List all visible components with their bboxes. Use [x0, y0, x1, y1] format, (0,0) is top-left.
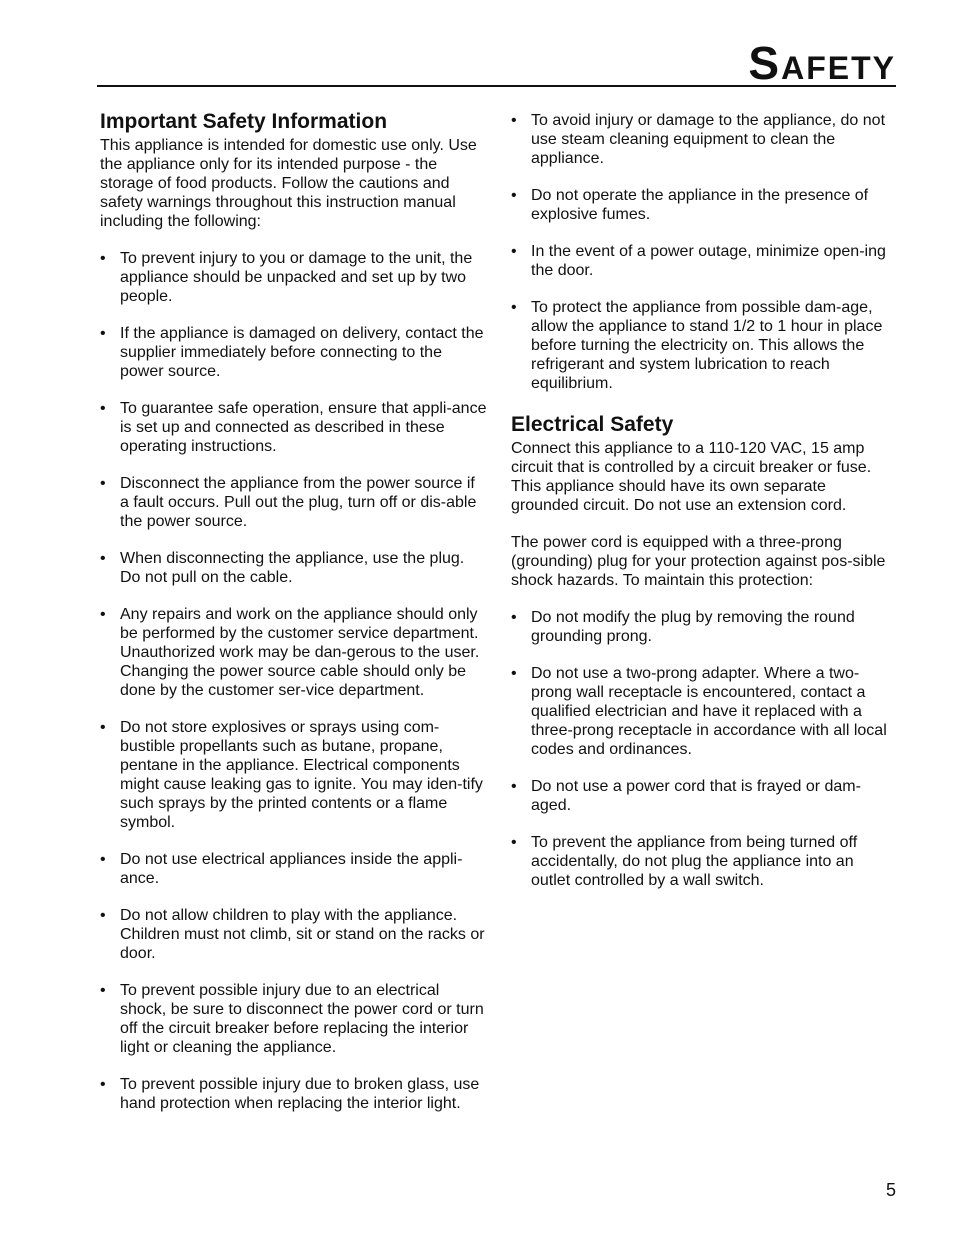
list-item: • Any repairs and work on the appliance should only be performed by the customer service department. Unauthorized work may be dan-gerous to the user. Changing the power source cable should only be done by the customer ser-vice department. — [100, 606, 480, 699]
list-item: • Do not store explosives or sprays using com-bustible propellants such as butane, propane, pentane in the appliance. Electrical components might cause leaking gas to ignite. You may iden-tify such sprays by the printed contents or a flame symbol. — [100, 719, 483, 831]
bullet-icon: • — [100, 475, 106, 492]
list-item: • When disconnecting the appliance, use the plug. Do not pull on the cable. — [100, 550, 465, 586]
bullet-icon: • — [511, 299, 517, 316]
list-item: • Do not modify the plug by removing the round grounding prong. — [511, 609, 855, 645]
electrical-safety-paragraph: Connect this appliance to a 110-120 VAC, 15 amp circuit that is controlled by a circuit breaker or fuse. This appliance should have its own separate grounded circuit. Do not use an extension cord. — [511, 440, 872, 514]
list-item: • To prevent injury to you or damage to the unit, the appliance should be unpacked and set up by two people. — [100, 250, 473, 305]
list-item: • Do not use a power cord that is frayed or dam-aged. — [511, 778, 861, 814]
bullet-icon: • — [100, 325, 106, 342]
list-item: • Do not use a two-prong adapter. Where a two-prong wall receptacle is encountered, contact a qualified electrician and have it replaced with a three-prong receptacle in accordance with all local codes and ordinances. — [511, 665, 887, 758]
bullet-icon: • — [511, 243, 517, 260]
list-item: • Do not allow children to play with the appliance. Children must not climb, sit or stand on the racks or door. — [100, 907, 485, 962]
list-item: • If the appliance is damaged on delivery, contact the supplier immediately before connecting to the power source. — [100, 325, 484, 380]
bullet-icon: • — [100, 851, 106, 868]
list-item: • To guarantee safe operation, ensure that appli-ance is set up and connected as described in these operating instructions. — [100, 400, 487, 455]
list-item: • Do not operate the appliance in the presence of explosive fumes. — [511, 187, 869, 223]
list-item: • Do not use electrical appliances inside the appli-ance. — [100, 851, 463, 887]
list-item: • To protect the appliance from possible dam-age, allow the appliance to stand 1/2 to 1 hour in place before turning the electricity on. This allows the refrigerant and system lubrication to reach equilibrium. — [511, 299, 883, 392]
list-item: • To prevent the appliance from being turned off accidentally, do not plug the appliance into an outlet controlled by a wall switch. — [511, 834, 858, 889]
left-column — [100, 108, 488, 1131]
list-item: • To avoid injury or damage to the appliance, do not use steam cleaning equipment to clean the appliance. — [511, 112, 886, 167]
bullet-icon: • — [511, 609, 517, 626]
important-safety-list-continued — [511, 111, 891, 393]
bullet-icon: • — [100, 719, 106, 736]
list-item: • To prevent possible injury due to broken glass, use hand protection when replacing the interior light. — [100, 1076, 480, 1112]
bullet-icon: • — [100, 907, 106, 924]
list-item: • Disconnect the appliance from the power source if a fault occurs. Pull out the plug, turn off or dis-able the power source. — [100, 475, 477, 530]
right-column — [511, 108, 891, 908]
list-item: • To prevent possible injury due to an electrical shock, be sure to disconnect the power cord or turn off the circuit breaker before replacing the interior light or cleaning the appliance. — [100, 982, 484, 1056]
list-item: • In the event of a power outage, minimize open-ing the door. — [511, 243, 886, 279]
electrical-safety-paragraph: The power cord is equipped with a three-prong (grounding) plug for your protection against pos-sible shock hazards. To maintain this protection: — [511, 534, 886, 589]
page-number: 5 — [885, 1180, 896, 1200]
bullet-icon: • — [511, 187, 517, 204]
bullet-icon: • — [100, 250, 106, 267]
bullet-icon: • — [100, 606, 106, 623]
bullet-icon: • — [511, 834, 517, 851]
bullet-icon: • — [100, 982, 106, 999]
important-safety-list — [100, 249, 488, 1113]
important-safety-intro: This appliance is intended for domestic use only. Use the appliance only for its intended purpose - the storage of food products. Follow the cautions and safety warnings throughout this instruction manual including the following: — [100, 137, 477, 230]
bullet-icon: • — [100, 550, 106, 567]
header-rule — [97, 85, 896, 87]
bullet-icon: • — [511, 778, 517, 795]
electrical-safety-list — [511, 608, 891, 890]
important-safety-heading: Important Safety Information — [100, 110, 388, 133]
bullet-icon: • — [100, 1076, 106, 1093]
page-title: Safety — [748, 37, 896, 89]
electrical-safety-heading: Electrical Safety — [511, 413, 674, 436]
bullet-icon: • — [511, 665, 517, 682]
bullet-icon: • — [511, 112, 517, 129]
bullet-icon: • — [100, 400, 106, 417]
